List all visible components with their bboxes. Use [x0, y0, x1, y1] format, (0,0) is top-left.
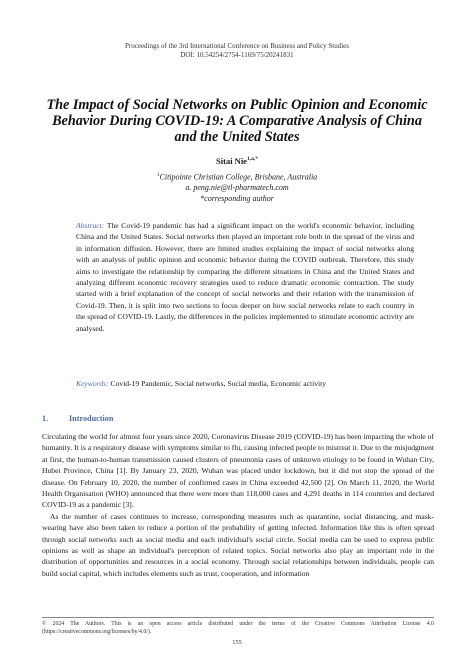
- conference-name: Proceedings of the 3rd International Conference on Business and Policy Studies: [125, 42, 349, 50]
- page-number: 155: [232, 639, 242, 646]
- section-heading: [42, 414, 113, 423]
- abstract-label: Abstract:: [76, 221, 105, 230]
- paper-title: The Impact of Social Networks on Public Opinion and Economic Behavior During COVID-19: A Comparative Analysis of China and the United States: [46, 97, 428, 145]
- author-email: a. peng.nie@tl-pharmatech.com: [185, 183, 289, 193]
- affiliation-mark: 1: [156, 172, 160, 178]
- author-name: Sitai Nie: [216, 156, 247, 166]
- section-title: Introduction: [69, 414, 114, 423]
- abstract: [76, 220, 414, 334]
- section-body: [42, 431, 434, 579]
- keywords-label: Keywords:: [76, 379, 109, 388]
- affiliation-institution-line: [0, 170, 474, 183]
- license-footer: © 2024 The Authors. This is an open access article distributed under the terms of the Creative Commons Attribution License 4.0 (https://creativecommons.org/licenses/by/4.0/).: [42, 621, 434, 635]
- footer-divider: [42, 617, 434, 618]
- affiliation-institution: Citipointe Christian College, Brisbane, Australia: [159, 172, 318, 182]
- author-line: [0, 156, 474, 166]
- body-paragraph: Circulating the world for almost four years since 2020, Coronavirus Disease 2019 (COVID-19) has been impacting the whole of humanity. It is a respiratory disease with symptoms similar to flu, causing infected people to mistreat it. Due to the misjudgment at first, the human-to-human transmission caused clusters of pneumonia cases of unknown etiology to be found in Wuhan City, Hubei Province, China [1]. By January 23, 2020, Wuhan was placed under lockdown, but it did not stop the spread of the disease. On February 10, 2020, the number of confirmed cases in China exceeded 42,500 [2]. On March 11, 2020, the World Health Organisation (WHO) announced that there were more than 118,000 cases and 4,291 deaths in 114 countries and declared COVID-19 as a pandemic [3].: [42, 432, 434, 510]
- doi: DOI: 10.54254/2754-1169/75/20241831: [180, 51, 294, 59]
- author-marks: 1,a,*: [246, 156, 258, 163]
- abstract-text: The Covid-19 pandemic has had a significant impact on the world's economic behavior, including China and the United States. Social networks then played an important role both in the spread of the virus and in information diffusion. However, there are limited studies explaining the impact of social networks along with an analysis of public opinion and economic behavior during the COVID outbreak. Therefore, this study aims to investigate the relationship by comparing the different situations in China and the United States and analyzing different economic recovery strategies used to reduce dramatic economic contraction. The study started with a brief explanation of the concept of social networks and their relation with the transmission of Covid-19. Then, it is split into two sections to focus deeper on how social networks relate to each country in the spread of COVID-19. Lastly, the differences in the policies implemented to stimulate economic activity are analysed.: [76, 221, 414, 333]
- running-header: [0, 42, 474, 60]
- body-paragraph: As the number of cases continues to increase, corresponding measures such as quarantine, social distancing, and mask-wearing have also been taken to reduce a portion of the probability of getting infected. Information like this is often spread through social networks such as social media and each individual's social circle. Social media can be used to express public opinions as well as shape an individual's perception of related topics. Social networks also play an important role in the distribution of opportunities and resources in a social economy. Through social relationships between individuals, people can build social capital, which includes elements such as trust, cooperation, and information: [42, 511, 434, 578]
- section-number: 1.: [42, 414, 49, 423]
- corresponding-note: *corresponding author: [200, 193, 274, 203]
- keywords-text: Covid-19 Pandemic, Social networks, Social media, Economic activity: [110, 379, 327, 388]
- keywords: [76, 379, 414, 389]
- affiliation-block: [0, 170, 474, 204]
